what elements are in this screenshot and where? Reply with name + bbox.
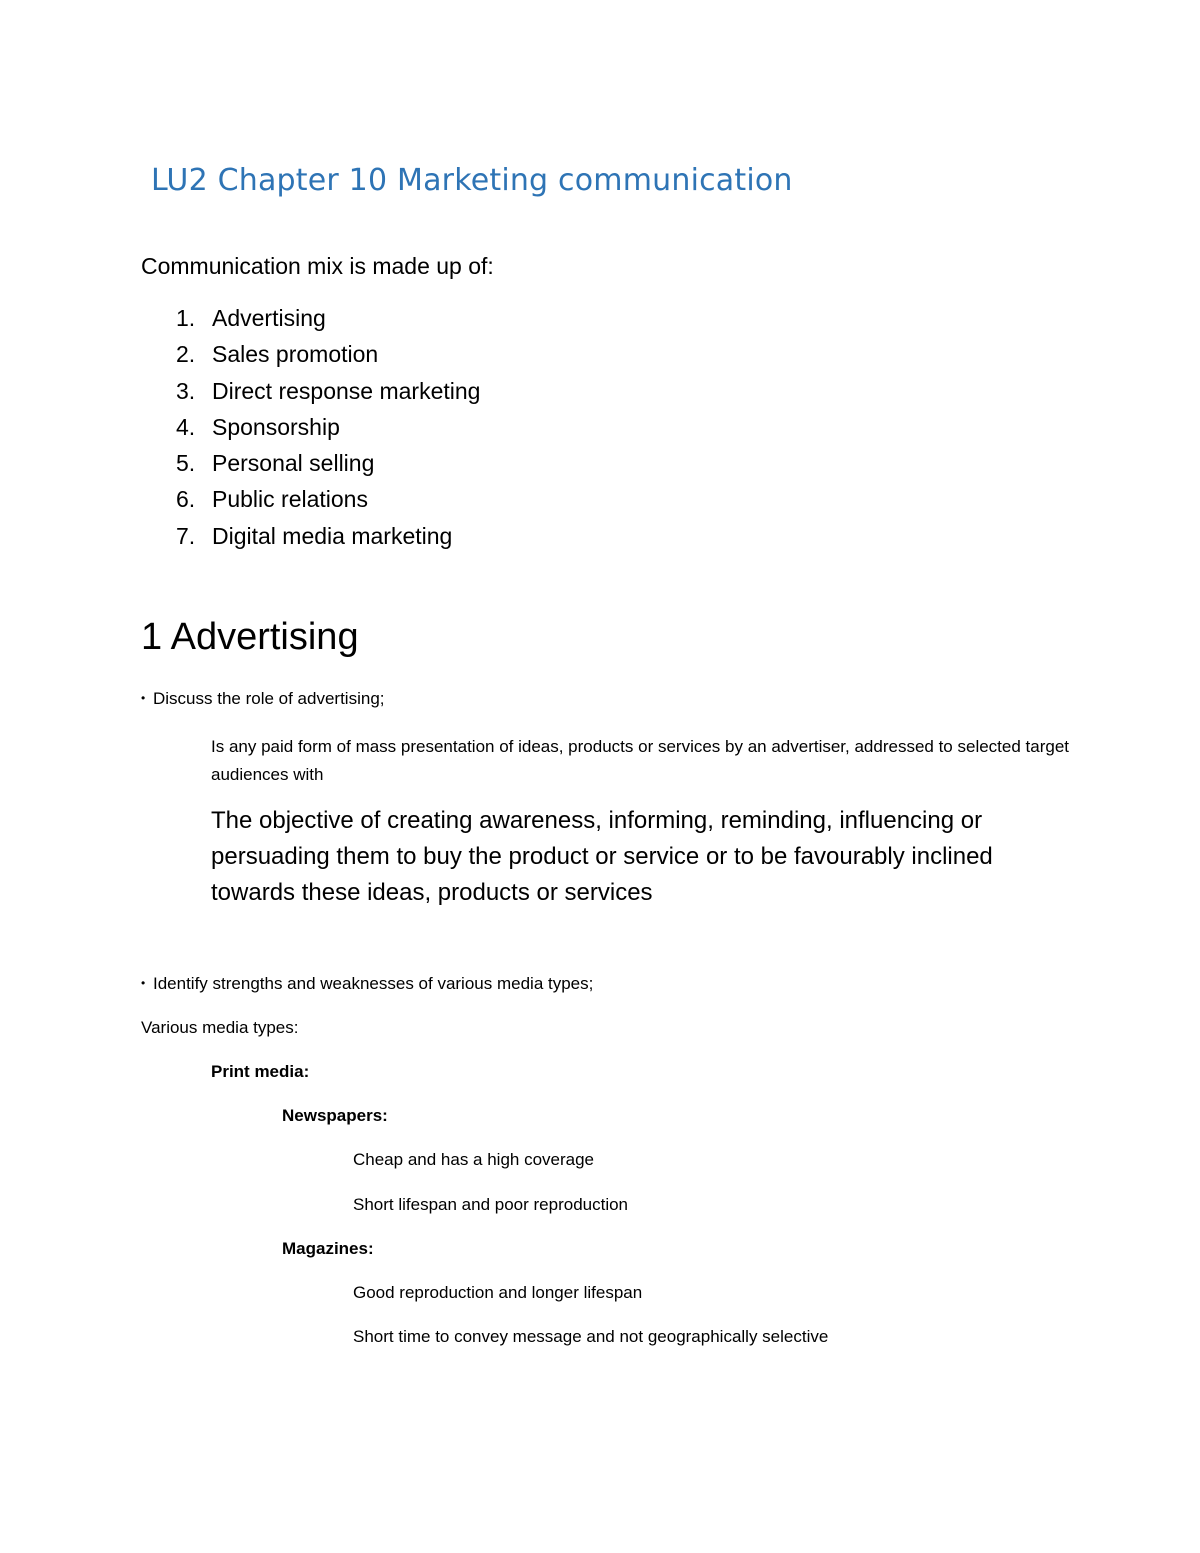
magazines-strength: Good reproduction and longer lifespan — [353, 1283, 643, 1302]
communication-mix-list — [176, 302, 480, 556]
list-item — [176, 483, 480, 519]
list-item — [176, 338, 480, 374]
bullet-role-of-advertising — [141, 689, 385, 709]
advertising-objective: The objective of creating awareness, informing, reminding, influencing or persuading them to buy the product or service or to be favourably inclined towards these ideas, products or services — [211, 807, 993, 906]
list-item-label: Digital media marketing — [212, 522, 453, 549]
list-item — [176, 411, 480, 447]
list-number: 5. — [176, 450, 196, 477]
bullet-media-strengths — [141, 974, 593, 994]
magazines-heading: Magazines: — [282, 1239, 374, 1258]
list-number: 1. — [176, 305, 196, 331]
list-item — [176, 302, 480, 338]
list-item-label: Public relations — [212, 486, 368, 513]
print-media-heading: Print media: — [211, 1062, 310, 1081]
bullet-icon: • — [141, 691, 146, 705]
document-title: LU2 Chapter 10 Marketing communication — [151, 163, 793, 198]
newspapers-heading: Newspapers: — [282, 1106, 388, 1125]
list-item — [176, 375, 480, 411]
advertising-definition: Is any paid form of mass presentation of ideas, products or services by an advertiser, addressed to selected target audiences with — [211, 737, 1070, 784]
magazines-weakness: Short time to convey message and not geographically selective — [353, 1327, 829, 1346]
list-item-label: Sales promotion — [212, 341, 379, 368]
bullet-text: Discuss the role of advertising; — [153, 689, 385, 708]
list-number: 6. — [176, 486, 196, 513]
list-item — [176, 520, 480, 556]
bullet-icon: • — [141, 976, 146, 990]
newspapers-strength: Cheap and has a high coverage — [353, 1150, 595, 1169]
list-item-label: Advertising — [212, 305, 326, 331]
list-item — [176, 447, 480, 483]
newspapers-weakness: Short lifespan and poor reproduction — [353, 1195, 629, 1214]
list-number: 3. — [176, 377, 196, 404]
list-number: 4. — [176, 413, 196, 440]
list-item-label: Personal selling — [212, 450, 375, 477]
media-types-intro: Various media types: — [141, 1018, 299, 1037]
list-number: 7. — [176, 522, 196, 549]
list-number: 2. — [176, 341, 196, 368]
section-heading-advertising: 1 Advertising — [141, 616, 359, 658]
communication-mix-intro: Communication mix is made up of: — [141, 253, 494, 279]
list-item-label: Direct response marketing — [212, 377, 481, 404]
bullet-text: Identify strengths and weaknesses of various media types; — [153, 974, 594, 993]
list-item-label: Sponsorship — [212, 413, 340, 440]
